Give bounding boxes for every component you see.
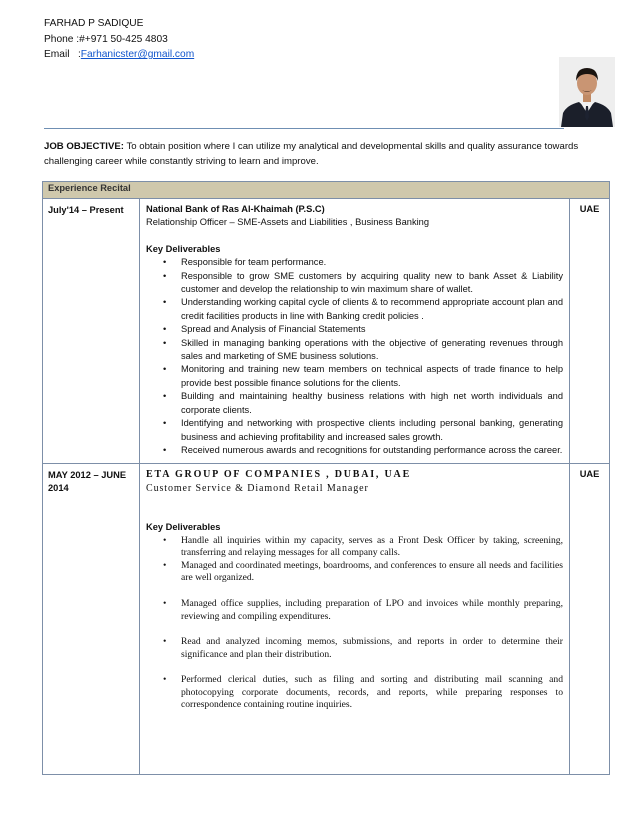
list-item: • Responsible to grow SME customers by acquiring quality new to bank Asset & Liability customer and develop the relationship to win maximum share of wallet. [163,270,563,295]
profile-photo-image [559,57,615,127]
key-deliverables-heading: Key Deliverables [146,243,221,254]
job-role: Relationship Officer – SME-Assets and Liabilities , Business Banking [146,217,430,228]
email-label: Email : [44,49,81,60]
list-item: • Read and analyzed incoming memos, submissions, and reports in order to determine their significance and plan their distribution. [163,636,563,660]
list-item: • Managed office supplies, including preparation of LPO and invoices while monthly preparing, reviewing and compiling expenditures. [163,597,563,622]
candidate-name: FARHAD P SADIQUE [44,18,144,29]
bullet-icon: • [163,270,167,281]
key-deliverables-heading: Key Deliverables [146,522,221,533]
bullet-icon: • [163,297,167,308]
list-item: • Building and maintaining healthy business relations with high net worth individuals and corporate clients. [163,391,563,415]
bullet-icon: • [163,257,167,268]
bullet-icon: • [163,391,167,402]
bullet-icon: • [163,444,167,455]
bullet-icon: • [163,636,167,648]
phone-line: Phone :#+971 50-425 4803 [44,33,168,45]
job-date: MAY 2012 – JUNE 2014 [43,464,140,775]
job-role: Customer Service & Diamond Retail Manager [146,482,369,494]
bullet-icon: • [163,324,167,335]
bullet-icon: • [163,337,167,348]
job-date: July'14 – Present [43,199,140,464]
bullet-icon: • [163,418,167,429]
job-objective [44,140,620,169]
job-row [43,199,610,464]
list-item: • Identifying and networking with prospective clients including personal banking, generating business and achieving profitability and increased sales growth. [163,418,563,442]
job-details [140,464,570,775]
list-item: • Monitoring and training new team members on technical aspects of trade finance to help provide best possible finance solutions for the clients. [163,364,563,388]
list-item: • Received numerous awards and recognitions for outstanding performance across the career. [181,444,563,457]
job-country: UAE [570,464,610,775]
experience-table [42,181,610,775]
list-item: • Handle all inquiries within my capacity, serves as a Front Desk Officer by taking, screening, transferring and relaying messages for all company calls. [163,534,563,559]
bullet-icon: • [163,597,167,609]
bullet-icon: • [163,559,167,571]
list-item: • Performed clerical duties, such as filing and sorting and distributing mail scanning and photocopying corporate documents, records, and reports, while preparing responses to correspondence containing routine inquiries. [163,674,563,711]
email-link[interactable]: Farhanicster@gmail.com [80,49,195,60]
bullet-icon: • [163,674,167,686]
list-item: • Managed and coordinated meetings, boardrooms, and conferences to ensure all needs and facilities are well organized. [163,559,563,584]
deliverables-list [146,535,563,713]
email-line [44,47,194,63]
list-item: • Skilled in managing banking operations with the objective of generating revenues through sales and marketing of SME business solutions. [163,337,563,362]
section-title: Experience Recital [43,182,610,199]
job-row [43,464,610,775]
job-organization: National Bank of Ras Al-Khaimah (P.S.C) [146,204,325,214]
list-item: • Understanding working capital cycle of clients & to recommend appropriate account plan and credit facilities products in line with Banking credit policies . [163,297,563,321]
job-organization: ETA GROUP OF COMPANIES , DUBAI, UAE [146,469,412,481]
list-item: • Responsible for team performance. [181,256,563,269]
job-details [140,199,570,464]
bullet-icon: • [163,364,167,375]
bullet-icon: • [163,534,167,546]
job-country: UAE [570,199,610,464]
contact-header [44,16,194,63]
deliverables-list [146,256,563,457]
list-item: • Spread and Analysis of Financial Statements [181,323,563,336]
objective-label: JOB OBJECTIVE: [44,141,124,152]
objective-text: To obtain position where I can utilize my analytical and developmental skills and quality assurance towards challenging career while constantly striving to learn and improve. [44,141,579,167]
profile-photo [559,57,615,127]
header-divider [44,128,564,129]
